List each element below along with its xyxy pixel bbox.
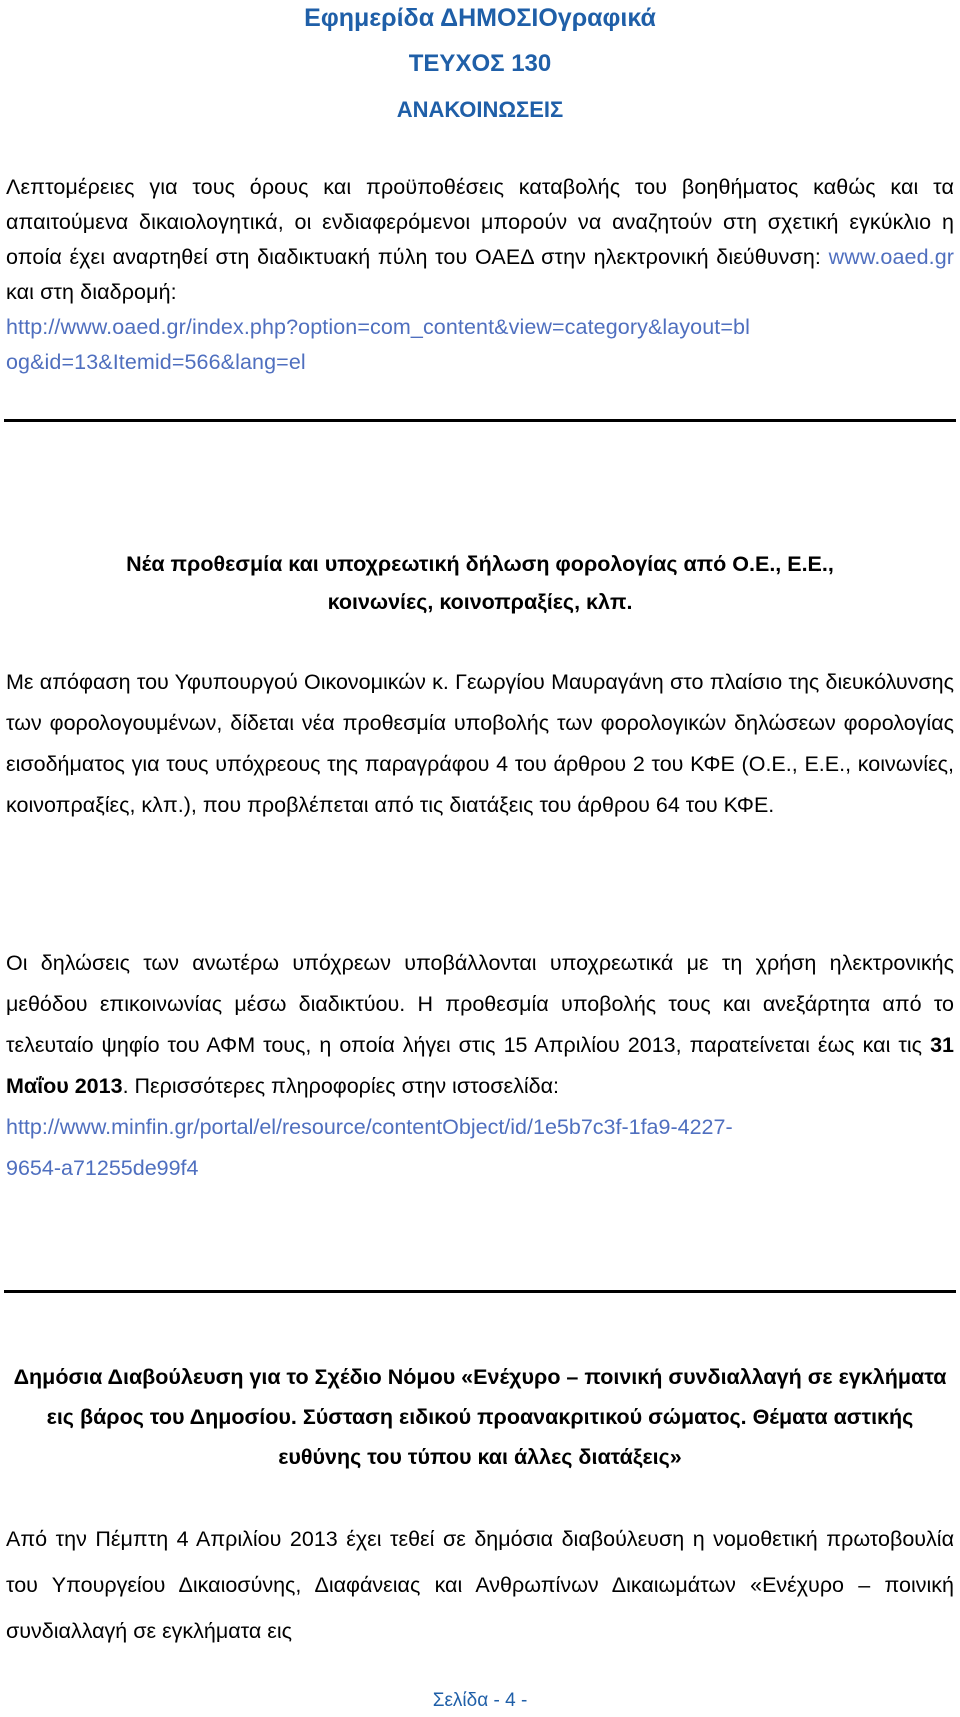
newspaper-title: Εφημερίδα ΔΗΜΟΣΙΟγραφικά	[304, 4, 656, 32]
deadline-date: 31 Μαΐου 2013	[6, 1033, 954, 1098]
page-number: Σελίδα - 4 -	[432, 1690, 528, 1711]
minfin-link[interactable]	[6, 1107, 954, 1189]
tax-deadline-paragraph-2-text: Οι δηλώσεις των ανωτέρω υπόχρεων υποβάλλονται υποχρεωτικά με τη χρήση ηλεκτρονικής μεθόδου επικοινωνίας μέσω διαδικτύου. Η προθεσμία υποβολής τους και ανεξάρτητα από το τελευταίο ψηφίο του ΑΦΜ τους, η οποία λήγει στις 15 Απριλίου 2013, παρατείνεται έως και τις	[6, 951, 954, 1057]
tax-deadline-paragraph-2-after: . Περισσότερες πληροφορίες στην ιστοσελίδα:	[122, 1074, 559, 1098]
oaed-paragraph	[6, 170, 954, 380]
section-title: ΑΝΑΚΟΙΝΩΣΕΙΣ	[396, 97, 564, 122]
issue-number: ΤΕΥΧΟΣ 130	[408, 50, 552, 77]
tax-deadline-headline	[6, 545, 954, 621]
tax-deadline-headline-line2: κοινωνίες, κοινοπραξίες, κλπ.	[327, 590, 633, 614]
oaed-paragraph-text: Λεπτομέρειες για τους όρους και προϋποθέσεις καταβολής του βοηθήματος καθώς και τα απαιτούμενα δικαιολογητικά, οι ενδιαφερόμενοι μπορούν να αναζητούν στη σχετική εγκύκλιο η οποία έχει αναρτηθεί στη διαδικτυακή πύλη του ΟΑΕΔ στην ηλεκτρονική διεύθυνση:	[6, 175, 954, 269]
oaed-link[interactable]: www.oaed.gr	[828, 245, 955, 269]
oaed-path-link-line1[interactable]: http://www.oaed.gr/index.php?option=com_content&view=category&layout=bl	[6, 315, 750, 339]
tax-deadline-paragraph-1: Με απόφαση του Υφυπουργού Οικονομικών κ. Γεωργίου Μαυραγάνη στο πλαίσιο της διευκόλυνσης των φορολογουμένων, δίδεται νέα προθεσμία υποβολής των φορολογικών δηλώσεων φορολογίας εισοδήματος για τους υπόχρεους της παραγράφου 4 του άρθρου 2 του ΚΦΕ (Ο.Ε., Ε.Ε., κοινωνίες, κοινοπραξίες, κλπ.), που προβλέπεται από τις διατάξεις του άρθρου 64 του ΚΦΕ.	[6, 670, 954, 817]
oaed-paragraph-mid: και στη διαδρομή:	[6, 280, 177, 304]
consultation-paragraph: Από την Πέμπτη 4 Απριλίου 2013 έχει τεθεί σε δημόσια διαβούλευση η νομοθετική πρωτοβουλία του Υπουργείου Δικαιοσύνης, Διαφάνειας και Ανθρωπίνων Δικαιωμάτων «Ενέχυρο – ποινική συνδιαλλαγή σε εγκλήματα εις	[6, 1527, 954, 1643]
tax-deadline-paragraph-2	[6, 943, 954, 1189]
tax-deadline-headline-line1: Νέα προθεσμία και υποχρεωτική δήλωση φορολογίας από Ο.Ε., Ε.Ε.,	[126, 552, 834, 576]
consultation-headline: Δημόσια Διαβούλευση για το Σχέδιο Νόμου «Ενέχυρο – ποινική συνδιαλλαγή σε εγκλήματα εις βάρος του Δημοσίου. Σύσταση ειδικού προανακριτικού σώματος. Θέματα αστικής ευθύνης του τύπου και άλλες διατάξεις»	[13, 1365, 947, 1469]
oaed-path-link[interactable]	[6, 310, 954, 380]
section-divider	[4, 1290, 956, 1293]
section-divider	[4, 419, 956, 422]
oaed-path-link-line2[interactable]: og&id=13&Itemid=566&lang=el	[6, 350, 306, 374]
minfin-link-line2[interactable]: 9654-a71255de99f4	[6, 1156, 199, 1180]
minfin-link-line1[interactable]: http://www.minfin.gr/portal/el/resource/contentObject/id/1e5b7c3f-1fa9-4227-	[6, 1115, 733, 1139]
